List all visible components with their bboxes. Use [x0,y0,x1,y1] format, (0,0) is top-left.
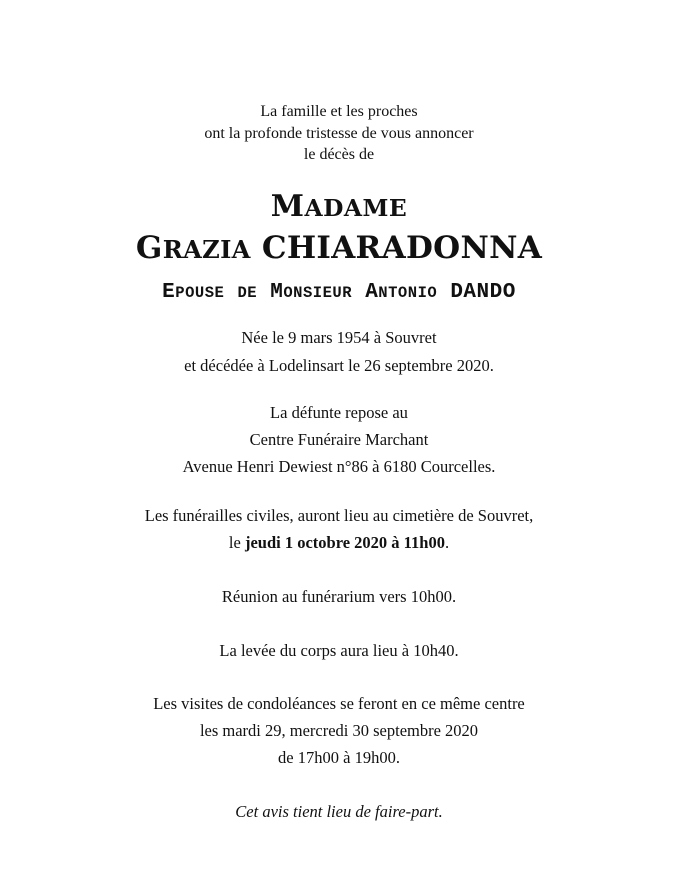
reunion-line: Réunion au funérarium vers 10h00. [221,587,457,606]
de-word: DE [237,284,258,302]
epouse-initial: E [162,281,176,304]
repose-line-3: Avenue Henri Dewiest n°86 à 6180 Courcelles. [182,457,496,476]
funeral-date-prefix: le [228,533,245,552]
title-initial: M [270,189,305,224]
spouse-first-initial: A [365,281,379,304]
levee-line: La levée du corps aura lieu à 10h40. [219,641,459,660]
funeral-line-1: Les funérailles civiles, auront lieu au cimetière de Souvret, [144,506,534,525]
visits-line-2: les mardi 29, mercredi 30 septembre 2020 [199,721,479,740]
first-name-rest: RAZIA [162,235,251,264]
spouse-first-rest: NTONIO [378,284,438,302]
funeral-line-2 [0,533,678,553]
repose-line-2: Centre Funéraire Marchant [249,430,429,449]
intro-line-3: le décès de [303,146,375,163]
closing-note: Cet avis tient lieu de faire-part. [235,802,443,821]
spouse-last-name: DANDO [450,281,516,304]
death-line: et décédée à Lodelinsart le 26 septembre 2020. [184,356,494,375]
birth-line: Née le 9 mars 1954 à Souvret [241,328,437,347]
repose-line-1: La défunte repose au [270,403,408,422]
monsieur-initial: M [270,281,284,304]
first-name-initial: G [135,230,163,266]
funeral-date: jeudi 1 octobre 2020 à 11h00 [244,533,445,552]
last-name: CHIARADONNA [261,230,543,266]
deceased-name [0,230,678,266]
intro-line-2: ont la profonde tristesse de vous annoncer [204,125,474,142]
spouse-line [0,281,678,304]
visits-line-3: de 17h00 à 19h00. [278,748,400,767]
title-rest: ADAME [304,194,408,222]
monsieur-rest: ONSIEUR [283,284,353,302]
intro-line-1: La famille et les proches [260,103,418,120]
visits-line-1: Les visites de condoléances se feront en ce même centre [153,694,525,713]
deceased-title [0,189,678,224]
funeral-date-suffix: . [444,533,450,552]
epouse-rest: POUSE [175,284,225,302]
